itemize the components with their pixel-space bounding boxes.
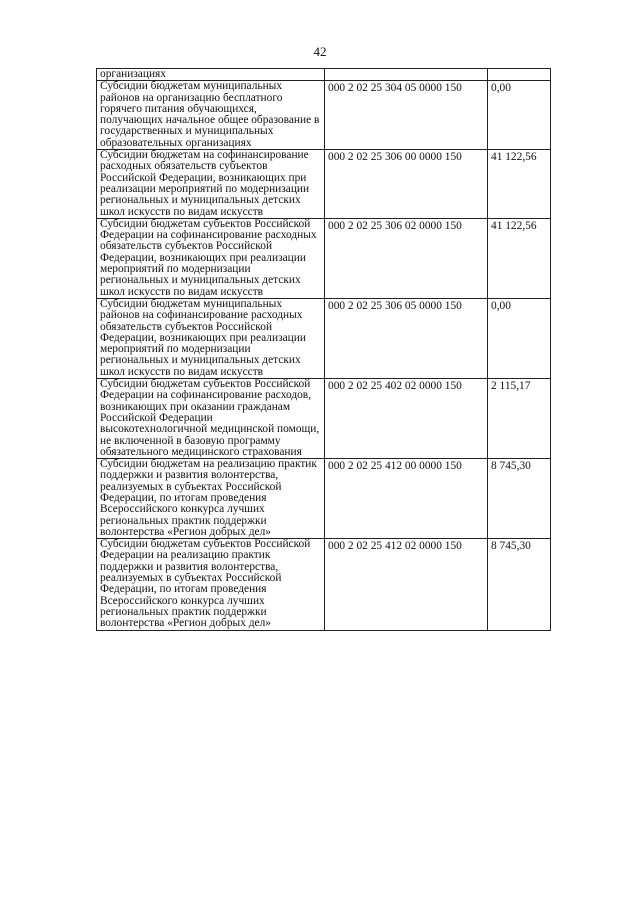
row-name-cell: Субсидии бюджетам субъектов Российской Федерации на софинансирование расходов, возникающих при оказании гражданам Российской Федерации высокотехнологичной медицинской помощи, не включенной в базовую программу обязательного медицинского страхования: [97, 379, 325, 459]
row-sum-cell: 0,00: [488, 81, 551, 150]
row-code-cell: 000 2 02 25 304 05 0000 150: [325, 81, 488, 150]
budget-table: [96, 68, 551, 631]
page-number: 42: [313, 44, 327, 59]
row-code-cell: 000 2 02 25 402 02 0000 150: [325, 379, 488, 459]
row-sum-cell: 0,00: [488, 298, 551, 378]
row-sum-cell: 2 115,17: [488, 379, 551, 459]
table-row: [97, 379, 551, 459]
row-name-cell: Субсидии бюджетам субъектов Российской Федерации на реализацию практик поддержки и развития волонтерства, реализуемых в субъектах Российской Федерации, по итогам проведения Всероссийского конкурса лучших региональных практик поддержки волонтерства «Регион добрых дел»: [97, 539, 325, 630]
row-code-cell: 000 2 02 25 306 02 0000 150: [325, 218, 488, 298]
row-name-cell: организациях: [97, 69, 325, 81]
row-name-cell: Субсидии бюджетам на реализацию практик поддержки и развития волонтерства, реализуемых в субъектах Российской Федерации, по итогам проведения Всероссийского конкурса лучших региональных практик поддержки волонтерства «Регион добрых дел»: [97, 459, 325, 539]
table-row: [97, 69, 551, 81]
row-sum-cell: 8 745,30: [488, 459, 551, 539]
row-code-cell: 000 2 02 25 412 00 0000 150: [325, 459, 488, 539]
row-code-cell: 000 2 02 25 412 02 0000 150: [325, 539, 488, 630]
table-row: [97, 81, 551, 150]
table-row: [97, 150, 551, 219]
row-name-cell: Субсидии бюджетам муниципальных районов на организацию бесплатного горячего питания обучающихся, получающих начальное общее образование в государственных и муниципальных образовательных организациях: [97, 81, 325, 150]
table-row: [97, 539, 551, 630]
table-row: [97, 298, 551, 378]
row-sum-cell: 41 122,56: [488, 218, 551, 298]
row-code-cell: [325, 69, 488, 81]
row-name-cell: Субсидии бюджетам субъектов Российской Федерации на софинансирование расходных обязательств субъектов Российской Федерации, возникающих при реализации мероприятий по модернизации региональных и муниципальных детских школ искусств по видам искусств: [97, 218, 325, 298]
row-code-cell: 000 2 02 25 306 05 0000 150: [325, 298, 488, 378]
row-name-cell: Субсидии бюджетам муниципальных районов на софинансирование расходных обязательств субъектов Российской Федерации, возникающих при реализации мероприятий по модернизации региональных и муниципальных детских школ искусств по видам искусств: [97, 298, 325, 378]
row-sum-cell: [488, 69, 551, 81]
table-row: [97, 459, 551, 539]
row-sum-cell: 41 122,56: [488, 150, 551, 219]
row-name-cell: Субсидии бюджетам на софинансирование расходных обязательств субъектов Российской Федерации, возникающих при реализации мероприятий по модернизации региональных и муниципальных детских школ искусств по видам искусств: [97, 150, 325, 219]
row-code-cell: 000 2 02 25 306 00 0000 150: [325, 150, 488, 219]
table-row: [97, 218, 551, 298]
row-sum-cell: 8 745,30: [488, 539, 551, 630]
